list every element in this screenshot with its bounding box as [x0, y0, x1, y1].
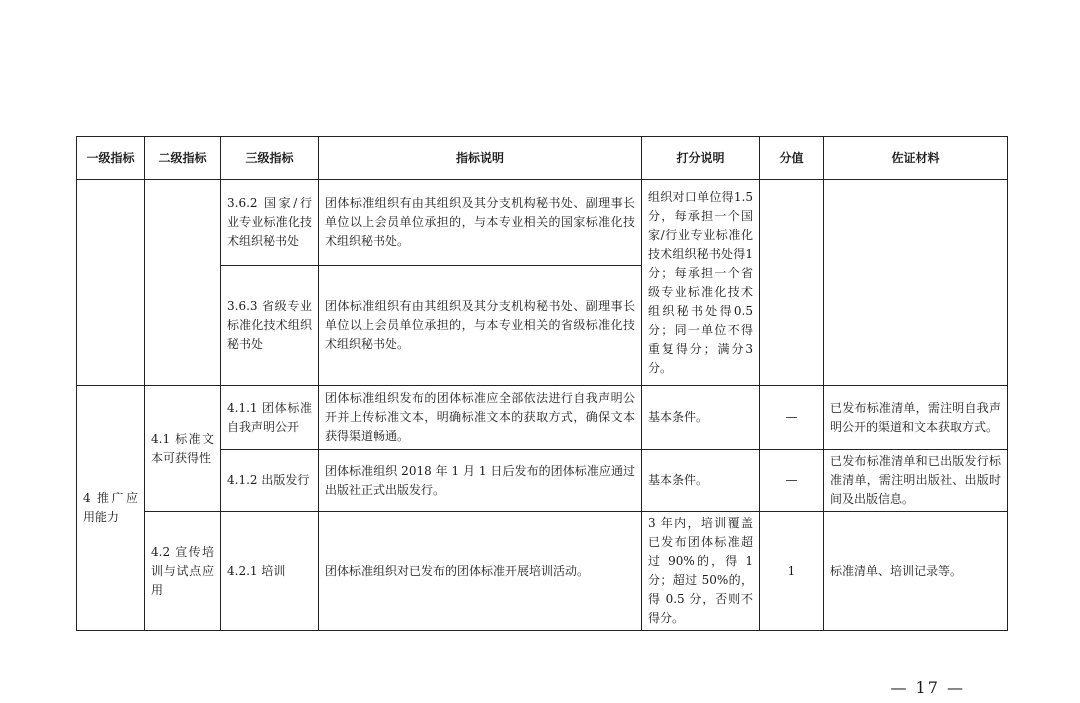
header-score: 分值	[760, 137, 824, 180]
cell-level2: 4.1 标准文本可获得性	[145, 386, 221, 512]
cell-scoring: 组织对口单位得1.5分，每承担一个国家/行业专业标准化技术组织秘书处得1分；每承担一个省级专业标准化技术组织秘书处得0.5分；同一单位不得重复得分；满分3分。	[642, 180, 760, 386]
header-description: 指标说明	[319, 137, 642, 180]
cell-score: —	[760, 386, 824, 450]
table-row	[77, 386, 1008, 450]
cell-evidence: 已发布标准清单，需注明自我声明公开的渠道和文本获取方式。	[824, 386, 1008, 450]
header-scoring: 打分说明	[642, 137, 760, 180]
cell-level3: 3.6.3 省级专业标准化技术组织秘书处	[221, 266, 319, 386]
cell-level3: 4.1.2 出版发行	[221, 450, 319, 512]
cell-level1-empty	[77, 180, 145, 386]
cell-description: 团体标准组织对已发布的团体标准开展培训活动。	[319, 512, 642, 631]
table-row	[77, 180, 1008, 266]
table-row	[77, 512, 1008, 631]
cell-scoring: 基本条件。	[642, 450, 760, 512]
cell-description: 团体标准组织有由其组织及其分支机构秘书处、副理事长单位以上会员单位承担的，与本专业相关的省级标准化技术组织秘书处。	[319, 266, 642, 386]
cell-description: 团体标准组织 2018 年 1 月 1 日后发布的团体标准应通过出版社正式出版发行。	[319, 450, 642, 512]
cell-description: 团体标准组织有由其组织及其分支机构秘书处、副理事长单位以上会员单位承担的，与本专业相关的国家标准化技术组织秘书处。	[319, 180, 642, 266]
cell-evidence: 已发布标准清单和已出版发行标准清单，需注明出版社、出版时间及出版信息。	[824, 450, 1008, 512]
cell-evidence-empty	[824, 180, 1008, 386]
cell-level1: 4 推广应用能力	[77, 386, 145, 631]
cell-level2: 4.2 宣传培训与试点应用	[145, 512, 221, 631]
header-level3: 三级指标	[221, 137, 319, 180]
header-evidence: 佐证材料	[824, 137, 1008, 180]
cell-evidence: 标准清单、培训记录等。	[824, 512, 1008, 631]
cell-level2-empty	[145, 180, 221, 386]
cell-scoring: 3 年内，培训覆盖已发布团体标准超过 90%的，得 1 分；超过 50%的，得 0.5 分，否则不得分。	[642, 512, 760, 631]
cell-score: 1	[760, 512, 824, 631]
table-header-row	[77, 137, 1008, 180]
cell-level3: 4.2.1 培训	[221, 512, 319, 631]
cell-score-empty	[760, 180, 824, 386]
header-level1: 一级指标	[77, 137, 145, 180]
evaluation-index-table	[76, 136, 1008, 631]
cell-level3: 4.1.1 团体标准自我声明公开	[221, 386, 319, 450]
page-number: — 17 —	[890, 678, 965, 697]
cell-description: 团体标准组织发布的团体标准应全部依法进行自我声明公开并上传标准文本，明确标准文本的获取方式，确保文本获得渠道畅通。	[319, 386, 642, 450]
header-level2: 二级指标	[145, 137, 221, 180]
cell-score: —	[760, 450, 824, 512]
cell-level3: 3.6.2 国家/行业专业标准化技术组织秘书处	[221, 180, 319, 266]
cell-scoring: 基本条件。	[642, 386, 760, 450]
